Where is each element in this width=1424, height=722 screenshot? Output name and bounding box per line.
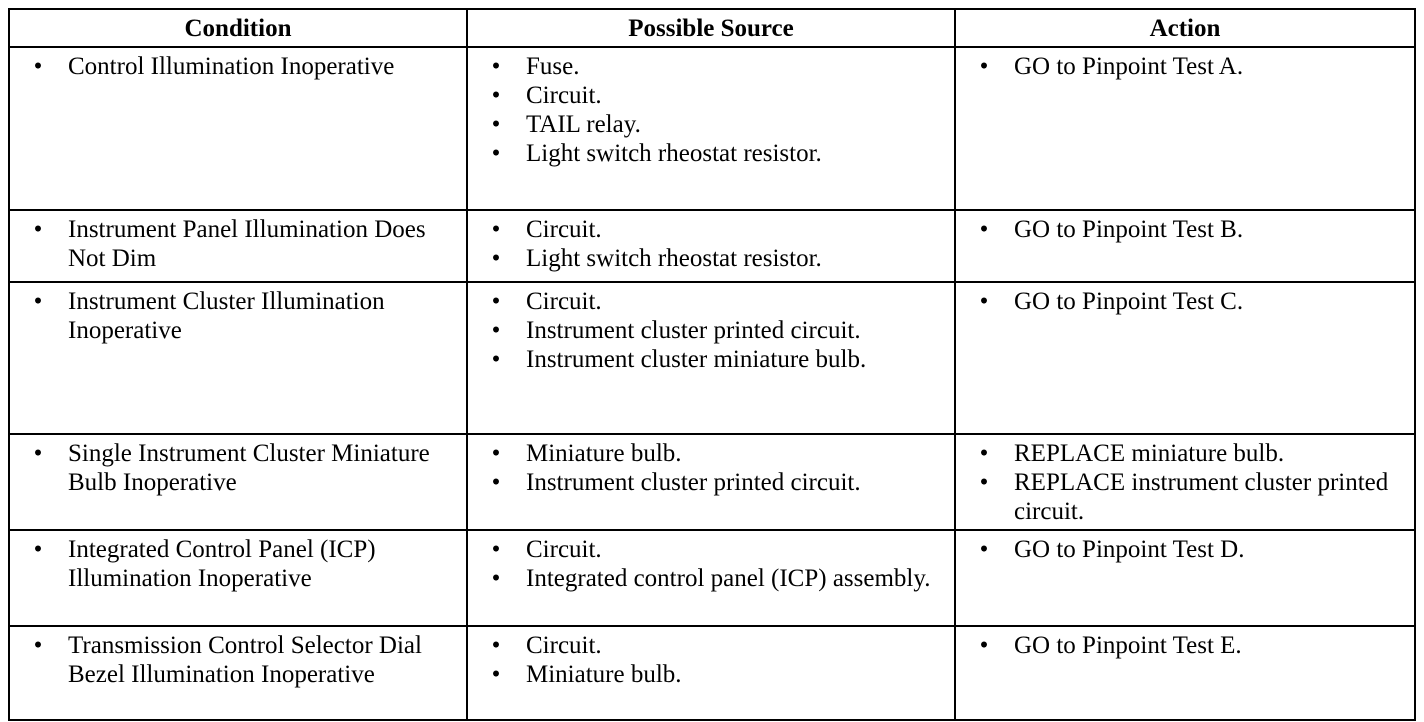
header-condition: Condition [9, 9, 467, 47]
list-item [964, 287, 1408, 316]
action-cell [955, 47, 1415, 210]
list-item [476, 52, 948, 81]
list-item [476, 660, 948, 689]
bullet-icon: • [491, 288, 501, 315]
condition-cell [9, 210, 467, 282]
list-item [964, 215, 1408, 244]
bullet-icon: • [33, 53, 43, 80]
list-item [476, 287, 948, 316]
source-item: Circuit. [526, 82, 602, 109]
header-action: Action [955, 9, 1415, 47]
list-item [476, 244, 948, 273]
condition-text: Instrument Panel Illumination Does Not Dim [68, 216, 426, 272]
table-body [9, 47, 1415, 720]
possible-source-list [476, 439, 948, 497]
list-item [476, 468, 948, 497]
bullet-icon: • [33, 440, 43, 467]
source-item: TAIL relay. [526, 111, 641, 138]
action-list [964, 287, 1408, 316]
action-list [964, 535, 1408, 564]
bullet-icon: • [979, 536, 989, 563]
source-item: Circuit. [526, 536, 602, 563]
condition-cell [9, 282, 467, 434]
action-cell [955, 282, 1415, 434]
possible-source-list [476, 535, 948, 593]
condition-cell [9, 434, 467, 530]
possible-source-list [476, 631, 948, 689]
bullet-icon: • [491, 216, 501, 243]
source-item: Instrument cluster printed circuit. [526, 317, 861, 344]
possible-source-cell [467, 530, 955, 626]
action-item: GO to Pinpoint Test B. [1014, 216, 1244, 243]
action-cell [955, 530, 1415, 626]
condition-list [18, 215, 460, 273]
table-row [9, 626, 1415, 720]
possible-source-list [476, 215, 948, 273]
action-list [964, 631, 1408, 660]
list-item [18, 287, 460, 345]
source-item: Light switch rheostat resistor. [526, 245, 822, 272]
list-item [964, 631, 1408, 660]
list-item [964, 439, 1408, 468]
condition-cell [9, 47, 467, 210]
condition-cell [9, 530, 467, 626]
list-item [476, 439, 948, 468]
bullet-icon: • [33, 536, 43, 563]
condition-text: Transmission Control Selector Dial Bezel Illumination Inoperative [68, 632, 422, 688]
list-item [476, 215, 948, 244]
source-item: Instrument cluster miniature bulb. [526, 346, 867, 373]
header-row [9, 9, 1415, 47]
list-item [964, 52, 1408, 81]
table-row [9, 530, 1415, 626]
action-item: REPLACE miniature bulb. [1014, 440, 1285, 467]
list-item [476, 564, 948, 593]
list-item [476, 345, 948, 374]
condition-list [18, 631, 460, 689]
bullet-icon: • [491, 536, 501, 563]
bullet-icon: • [491, 140, 501, 167]
source-item: Circuit. [526, 288, 602, 315]
source-item: Circuit. [526, 632, 602, 659]
list-item [476, 139, 948, 168]
possible-source-list [476, 52, 948, 168]
bullet-icon: • [979, 53, 989, 80]
possible-source-cell [467, 626, 955, 720]
list-item [476, 535, 948, 564]
source-item: Fuse. [526, 53, 580, 80]
bullet-icon: • [491, 440, 501, 467]
bullet-icon: • [33, 632, 43, 659]
bullet-icon: • [491, 245, 501, 272]
diagnosis-table [8, 8, 1416, 721]
bullet-icon: • [491, 111, 501, 138]
table-row [9, 434, 1415, 530]
action-item: REPLACE instrument cluster printed circuit. [1014, 469, 1389, 525]
action-item: GO to Pinpoint Test C. [1014, 288, 1244, 315]
bullet-icon: • [33, 288, 43, 315]
list-item [964, 468, 1408, 526]
bullet-icon: • [979, 469, 989, 496]
bullet-icon: • [491, 53, 501, 80]
action-item: GO to Pinpoint Test D. [1014, 536, 1245, 563]
bullet-icon: • [979, 632, 989, 659]
source-item: Miniature bulb. [526, 440, 682, 467]
action-cell [955, 210, 1415, 282]
table-row [9, 210, 1415, 282]
possible-source-cell [467, 434, 955, 530]
condition-text: Single Instrument Cluster Miniature Bulb Inoperative [68, 440, 430, 496]
source-item: Integrated control panel (ICP) assembly. [526, 565, 931, 592]
list-item [476, 81, 948, 110]
bullet-icon: • [491, 317, 501, 344]
action-cell [955, 434, 1415, 530]
table-row [9, 282, 1415, 434]
action-item: GO to Pinpoint Test E. [1014, 632, 1242, 659]
bullet-icon: • [979, 288, 989, 315]
bullet-icon: • [33, 216, 43, 243]
list-item [964, 535, 1408, 564]
action-list [964, 215, 1408, 244]
bullet-icon: • [491, 82, 501, 109]
header-possible-source: Possible Source [467, 9, 955, 47]
possible-source-cell [467, 210, 955, 282]
list-item [18, 631, 460, 689]
condition-list [18, 52, 460, 81]
possible-source-cell [467, 47, 955, 210]
bullet-icon: • [491, 565, 501, 592]
list-item [18, 52, 460, 81]
list-item [18, 535, 460, 593]
action-cell [955, 626, 1415, 720]
condition-list [18, 439, 460, 497]
bullet-icon: • [491, 632, 501, 659]
source-item: Circuit. [526, 216, 602, 243]
action-list [964, 52, 1408, 81]
condition-text: Integrated Control Panel (ICP) Illumination Inoperative [68, 536, 376, 592]
bullet-icon: • [491, 469, 501, 496]
possible-source-cell [467, 282, 955, 434]
list-item [476, 110, 948, 139]
source-item: Light switch rheostat resistor. [526, 140, 822, 167]
possible-source-list [476, 287, 948, 374]
condition-text: Control Illumination Inoperative [68, 53, 395, 80]
symptom-chart [8, 8, 1414, 721]
bullet-icon: • [491, 346, 501, 373]
bullet-icon: • [491, 661, 501, 688]
condition-list [18, 287, 460, 345]
action-list [964, 439, 1408, 526]
condition-text: Instrument Cluster Illumination Inoperative [68, 288, 385, 344]
list-item [476, 316, 948, 345]
source-item: Instrument cluster printed circuit. [526, 469, 861, 496]
bullet-icon: • [979, 216, 989, 243]
list-item [18, 439, 460, 497]
list-item [476, 631, 948, 660]
action-item: GO to Pinpoint Test A. [1014, 53, 1244, 80]
source-item: Miniature bulb. [526, 661, 682, 688]
list-item [18, 215, 460, 273]
condition-cell [9, 626, 467, 720]
table-row [9, 47, 1415, 210]
condition-list [18, 535, 460, 593]
bullet-icon: • [979, 440, 989, 467]
